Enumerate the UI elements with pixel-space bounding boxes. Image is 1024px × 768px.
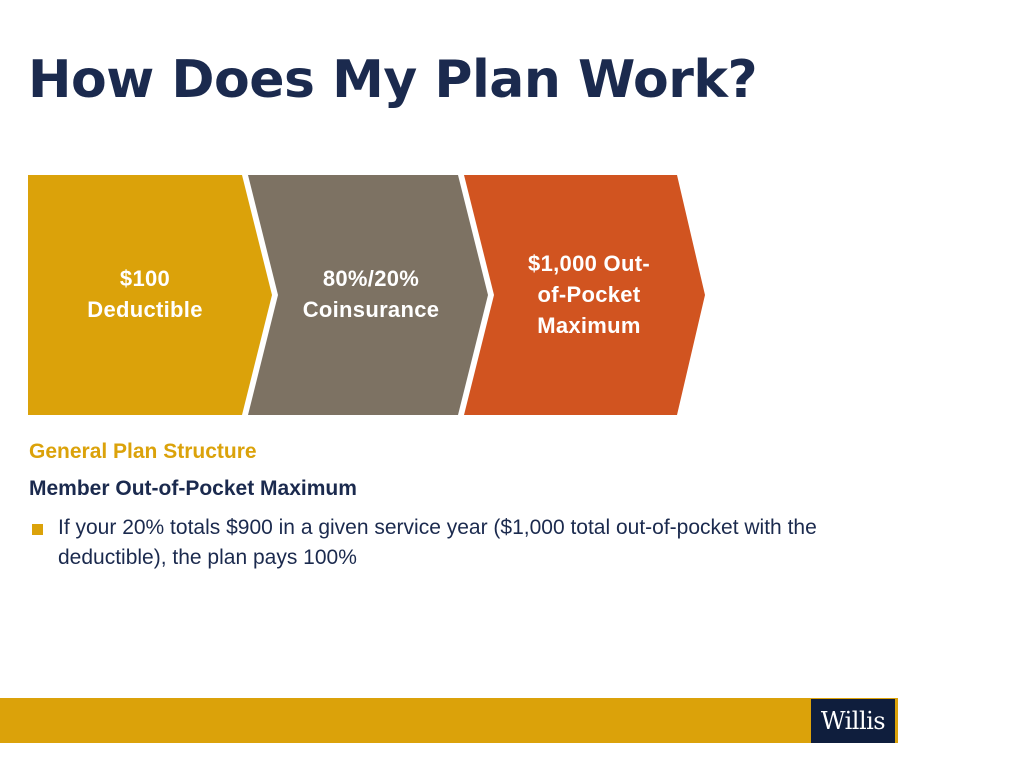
step-oop-maximum-label: $1,000 Out- of-Pocket Maximum xyxy=(528,251,650,338)
slide-title: How Does My Plan Work? xyxy=(28,50,758,110)
step-deductible-label: $100 Deductible xyxy=(87,266,203,322)
section-heading: General Plan Structure xyxy=(29,440,257,463)
subheading: Member Out-of-Pocket Maximum xyxy=(29,477,357,500)
step-coinsurance-label: 80%/20% Coinsurance xyxy=(302,266,440,322)
bullet-text: If your 20% totals $900 in a given service year ($1,000 total out-of-pocket with the deductible), the plan pays 100% xyxy=(58,516,817,569)
bullet-list xyxy=(29,513,909,573)
footer-bar xyxy=(0,698,898,743)
willis-logo: Willis xyxy=(811,699,895,743)
square-bullet-icon xyxy=(32,524,43,535)
bullet-item xyxy=(29,513,909,573)
